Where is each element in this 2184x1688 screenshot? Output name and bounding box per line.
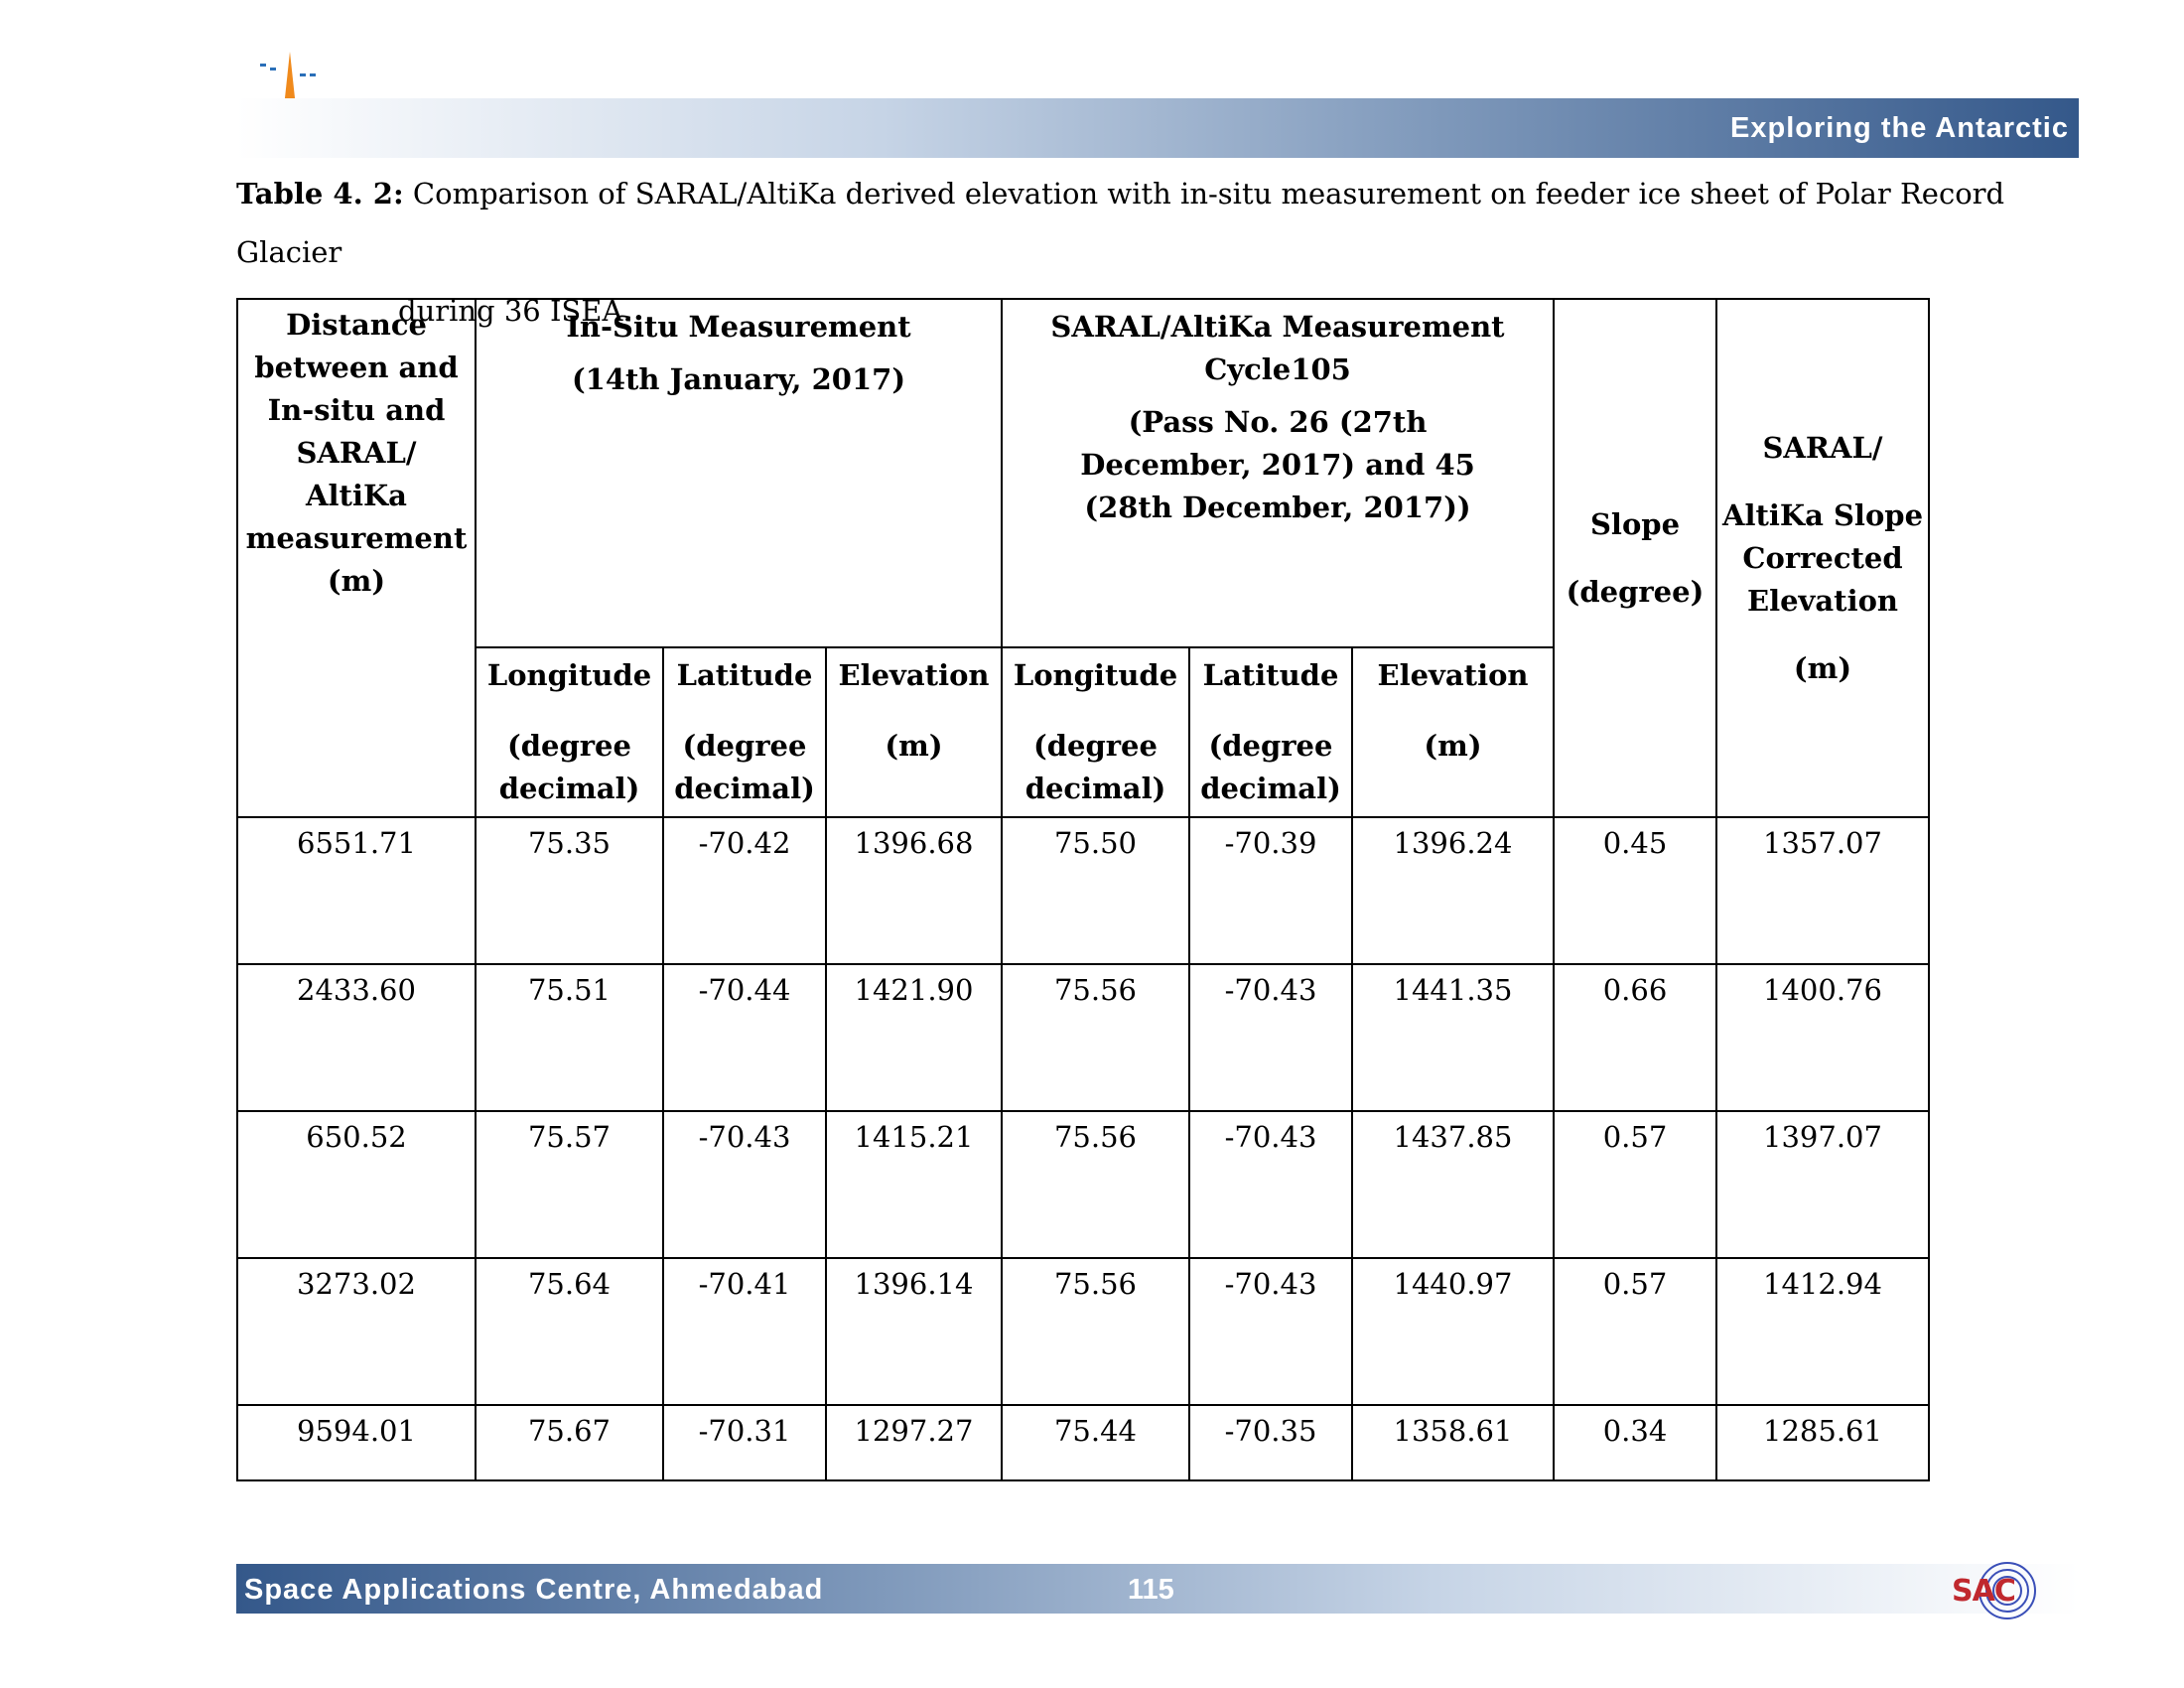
table-cell: 75.50 bbox=[1002, 817, 1189, 964]
table-cell: -70.43 bbox=[1189, 1258, 1352, 1405]
table-cell: -70.42 bbox=[663, 817, 826, 964]
table-row bbox=[237, 1258, 1929, 1405]
table-cell: -70.43 bbox=[663, 1111, 826, 1258]
header-band bbox=[236, 98, 2079, 158]
table-cell: 0.66 bbox=[1554, 964, 1716, 1111]
table-cell: -70.31 bbox=[663, 1405, 826, 1480]
table-cell: 75.67 bbox=[476, 1405, 663, 1480]
table-cell: 1285.61 bbox=[1716, 1405, 1929, 1480]
table-cell: -70.39 bbox=[1189, 817, 1352, 964]
table-cell: 1358.61 bbox=[1352, 1405, 1554, 1480]
table-cell: 1437.85 bbox=[1352, 1111, 1554, 1258]
table-cell: 75.51 bbox=[476, 964, 663, 1111]
table-cell: 1415.21 bbox=[826, 1111, 1002, 1258]
table-cell: 75.56 bbox=[1002, 964, 1189, 1111]
table-cell: 75.57 bbox=[476, 1111, 663, 1258]
table-cell: 0.57 bbox=[1554, 1258, 1716, 1405]
table-row bbox=[237, 964, 1929, 1111]
header-saral-group: SARAL/AltiKa Measurement Cycle105 (Pass No. 26 (27th December, 2017) and 45 (28th December, 2017)) bbox=[1002, 299, 1554, 647]
table-cell: 0.45 bbox=[1554, 817, 1716, 964]
table-cell: 1357.07 bbox=[1716, 817, 1929, 964]
subheader-saral-elevation: Elevation (m) bbox=[1352, 647, 1554, 817]
caption-text: Comparison of SARAL/AltiKa derived elevation with in-situ measurement on feeder ice sheet of Polar Record Glacier bbox=[236, 177, 2005, 269]
table-cell: 1297.27 bbox=[826, 1405, 1002, 1480]
subheader-insitu-latitude: Latitude (degree decimal) bbox=[663, 647, 826, 817]
footer-organization: Space Applications Centre, Ahmedabad bbox=[244, 1574, 824, 1606]
header-title: Exploring the Antarctic bbox=[1730, 112, 2069, 144]
header-corrected-elevation: SARAL/ AltiKa Slope Corrected Elevation (m) bbox=[1716, 299, 1929, 817]
footer-band bbox=[236, 1564, 2079, 1614]
subheader-saral-longitude: Longitude (degree decimal) bbox=[1002, 647, 1189, 817]
table-row bbox=[237, 1405, 1929, 1480]
header-distance: Distance between and In-situ and SARAL/ AltiKa measurement (m) bbox=[237, 299, 476, 817]
table-cell: 1412.94 bbox=[1716, 1258, 1929, 1405]
table-cell: 1441.35 bbox=[1352, 964, 1554, 1111]
table-cell: 1396.14 bbox=[826, 1258, 1002, 1405]
table-cell: 1397.07 bbox=[1716, 1111, 1929, 1258]
table-cell: 3273.02 bbox=[237, 1258, 476, 1405]
caption-label: Table 4. 2: bbox=[236, 177, 404, 211]
table-cell: 1421.90 bbox=[826, 964, 1002, 1111]
table-cell: 0.57 bbox=[1554, 1111, 1716, 1258]
table-cell: -70.35 bbox=[1189, 1405, 1352, 1480]
table-cell: 75.64 bbox=[476, 1258, 663, 1405]
table-cell: -70.41 bbox=[663, 1258, 826, 1405]
table-cell: 2433.60 bbox=[237, 964, 476, 1111]
table-cell: 650.52 bbox=[237, 1111, 476, 1258]
svg-text:SAC: SAC bbox=[1952, 1574, 2015, 1609]
table-cell: 75.35 bbox=[476, 817, 663, 964]
header-insitu-group: In-Situ Measurement (14th January, 2017) bbox=[476, 299, 1002, 647]
table-row bbox=[237, 817, 1929, 964]
table-cell: -70.44 bbox=[663, 964, 826, 1111]
table-cell: 0.34 bbox=[1554, 1405, 1716, 1480]
subheader-insitu-elevation: Elevation (m) bbox=[826, 647, 1002, 817]
header-slope: Slope (degree) bbox=[1554, 299, 1716, 817]
subheader-saral-latitude: Latitude (degree decimal) bbox=[1189, 647, 1352, 817]
table-cell: -70.43 bbox=[1189, 1111, 1352, 1258]
subheader-insitu-longitude: Longitude (degree decimal) bbox=[476, 647, 663, 817]
table-cell: 1440.97 bbox=[1352, 1258, 1554, 1405]
table-cell: 6551.71 bbox=[237, 817, 476, 964]
page-number: 115 bbox=[1128, 1574, 1174, 1606]
table-cell: 1400.76 bbox=[1716, 964, 1929, 1111]
caption-text-line2: during 36 ISEA. bbox=[398, 294, 632, 328]
table-cell: 9594.01 bbox=[237, 1405, 476, 1480]
table-cell: 75.56 bbox=[1002, 1258, 1189, 1405]
table-cell: 75.56 bbox=[1002, 1111, 1189, 1258]
table-cell: -70.43 bbox=[1189, 964, 1352, 1111]
sac-logo bbox=[1948, 1561, 2057, 1620]
table-row bbox=[237, 1111, 1929, 1258]
table-cell: 1396.24 bbox=[1352, 817, 1554, 964]
table-cell: 75.44 bbox=[1002, 1405, 1189, 1480]
comparison-table bbox=[236, 298, 1930, 1481]
table-cell: 1396.68 bbox=[826, 817, 1002, 964]
